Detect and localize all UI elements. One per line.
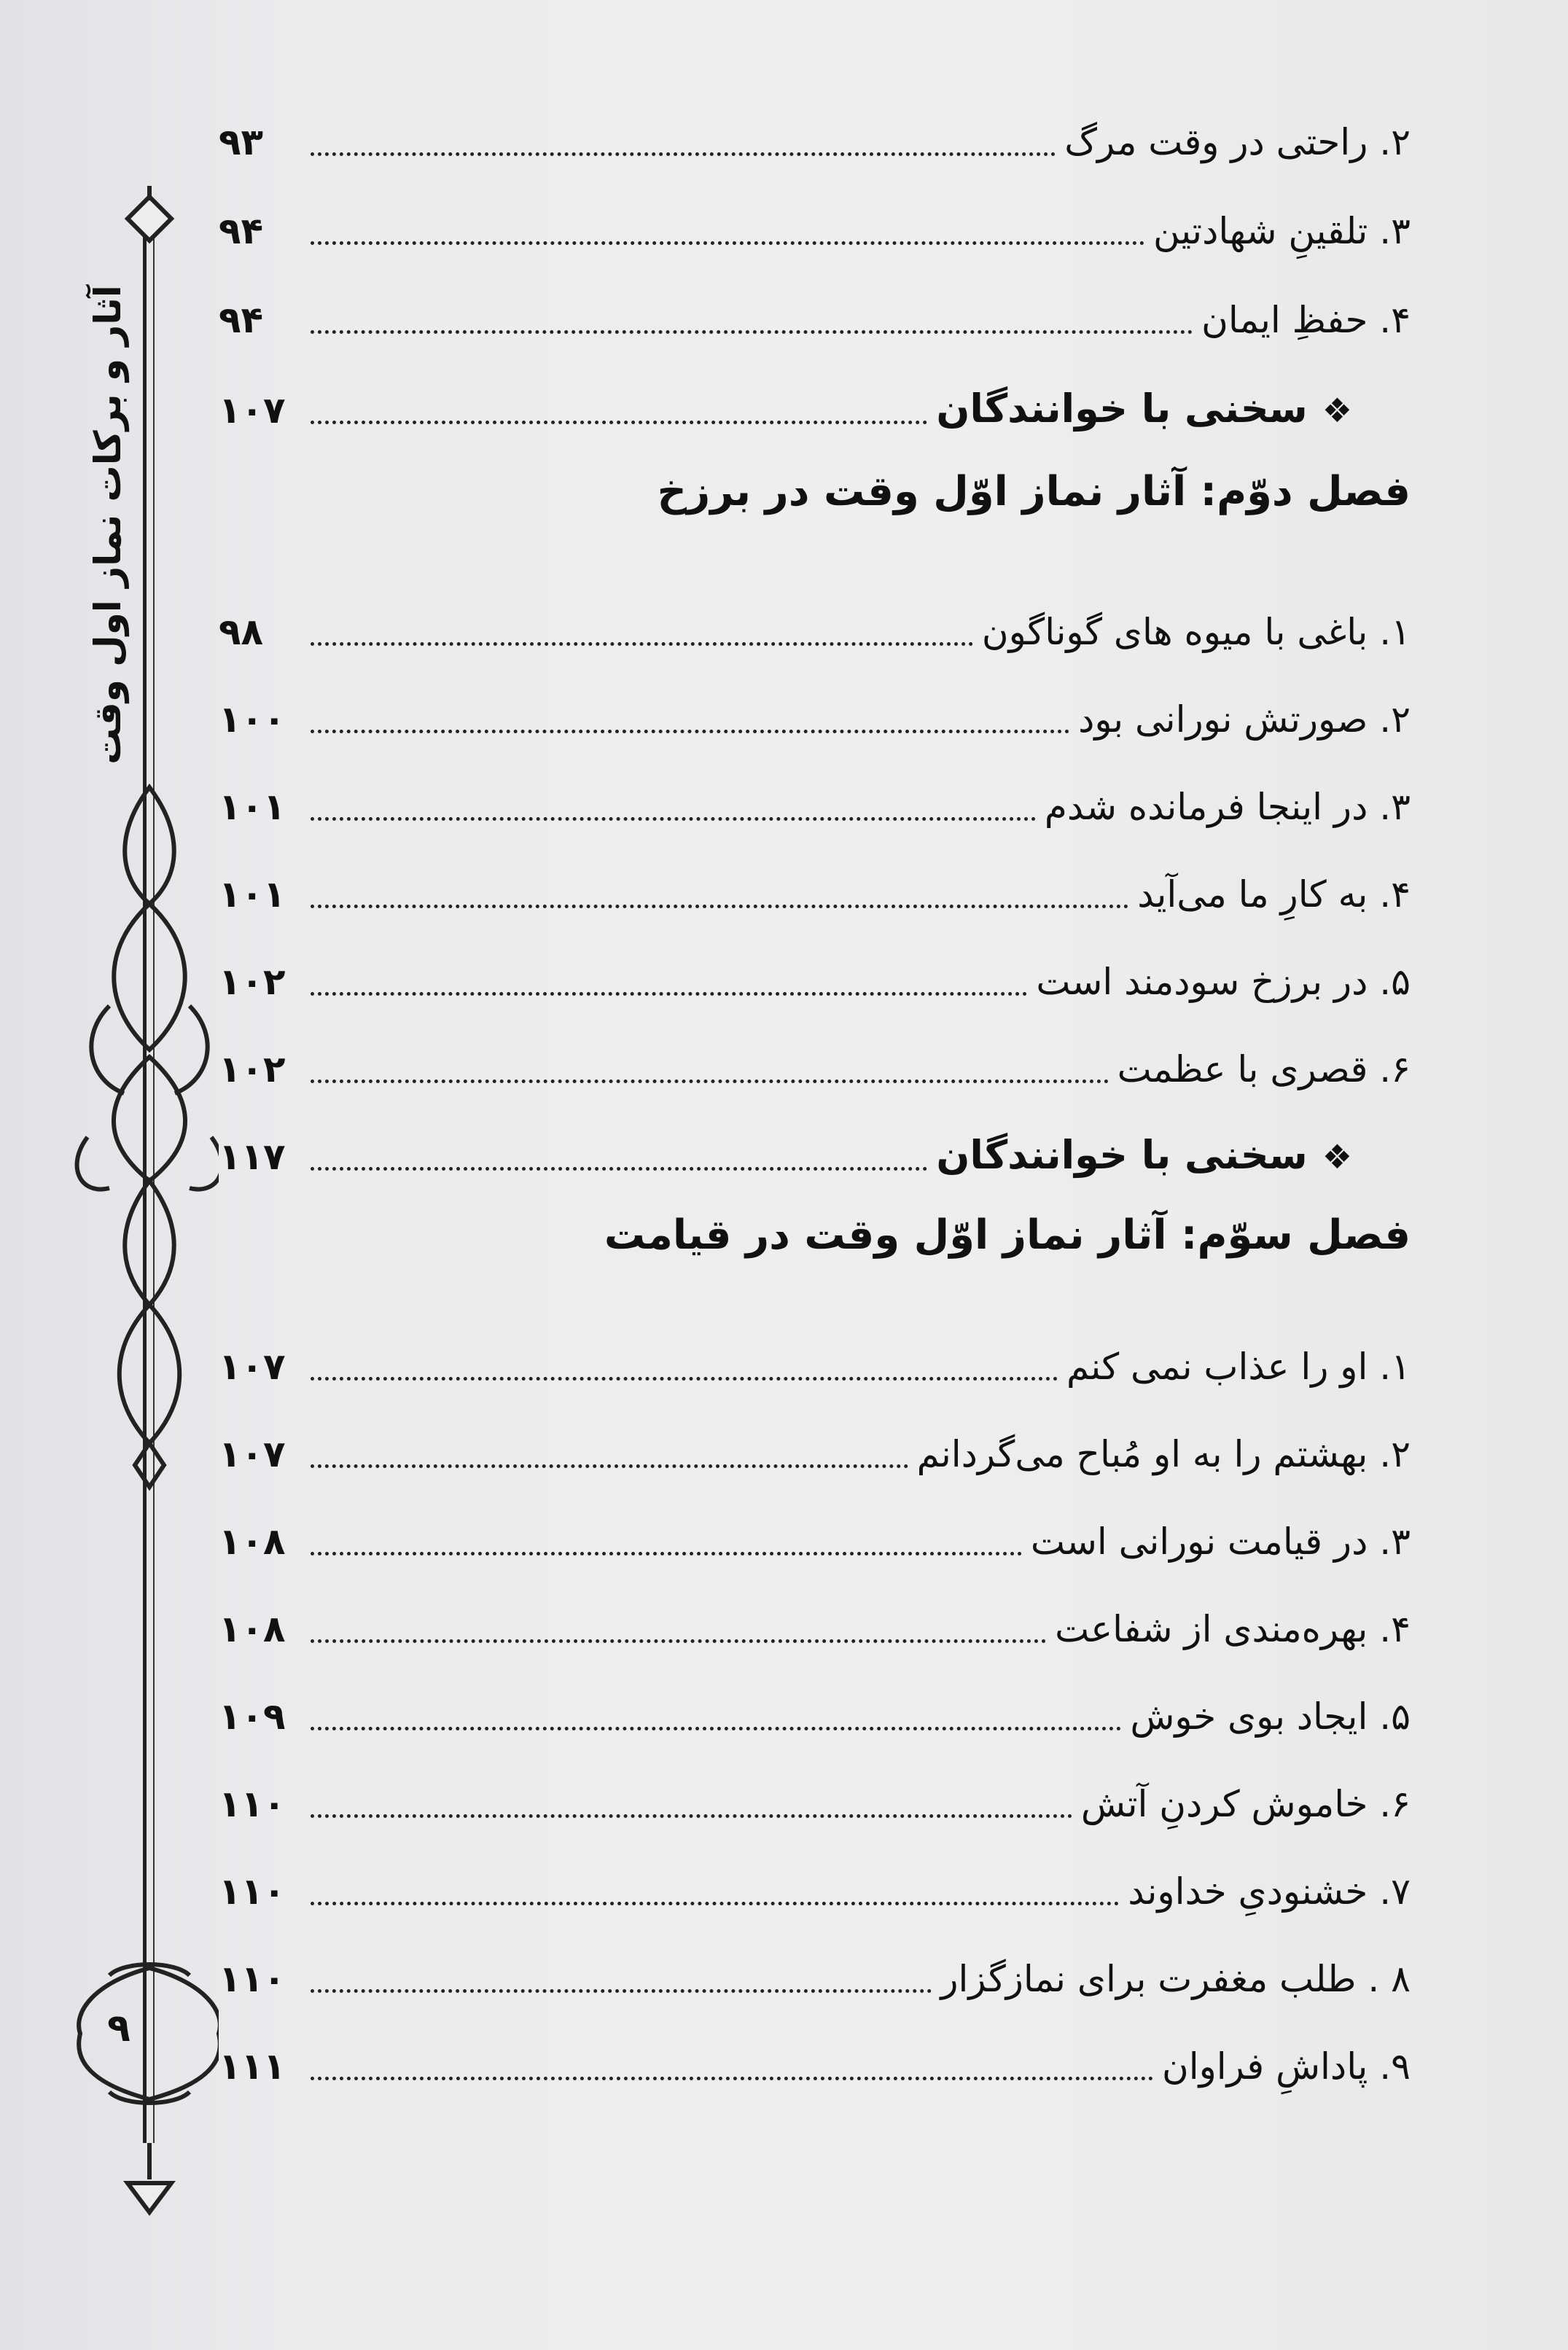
dot-leader [311, 1167, 927, 1171]
dot-leader [311, 1080, 1109, 1083]
toc-entry[interactable]: ۳. در اینجا فرمانده شدم ۱۰۱ [219, 786, 1411, 828]
toc-entry[interactable]: ۱. باغی با میوه های گوناگون ۹۸ [219, 611, 1411, 653]
dot-leader [311, 642, 973, 646]
running-title: آثار و برکات نماز اول وقت [87, 285, 130, 765]
dot-leader [311, 152, 1056, 156]
toc-entry[interactable]: ۷. خشنودیِ خداوند ۱۱۰ [219, 1870, 1411, 1913]
toc-entry[interactable]: ۴. بهره‌مندی از شفاعت ۱۰۸ [219, 1608, 1411, 1650]
dot-leader [311, 730, 1069, 733]
dot-leader [311, 1989, 932, 1993]
dot-leader [311, 1902, 1119, 1905]
toc-entry[interactable]: ۳. در قیامت نورانی است ۱۰۸ [219, 1521, 1411, 1563]
toc-entry[interactable]: ۴. حفظِ ایمان ۹۴ [219, 299, 1411, 341]
page-number: ۹ [107, 2007, 130, 2050]
toc-entry[interactable]: ۶. خاموش کردنِ آتش ۱۱۰ [219, 1783, 1411, 1825]
dot-leader [311, 905, 1128, 908]
dot-leader [311, 992, 1027, 996]
dot-leader [311, 1377, 1058, 1381]
toc-entry[interactable]: ۱. او را عذاب نمی کنم ۱۰۷ [219, 1346, 1411, 1388]
chapter-heading: فصل دوّم: آثار نماز اوّل وقت در برزخ [657, 468, 1411, 515]
toc-entry[interactable]: ۵. در برزخ سودمند است ۱۰۲ [219, 961, 1411, 1003]
toc-entry[interactable]: ۳. تلقینِ شهادتین ۹۴ [219, 210, 1411, 252]
chapter-heading: فصل سوّم: آثار نماز اوّل وقت در قیامت [604, 1211, 1411, 1259]
dot-leader [311, 1814, 1072, 1818]
toc-entry[interactable]: ۸ . طلب مغفرت برای نمازگزار ۱۱۰ [219, 1958, 1411, 2000]
dot-leader [311, 1727, 1121, 1730]
dot-leader [311, 241, 1144, 245]
toc-entry-readers-note[interactable]: ❖سخنی با خوانندگان ۱۱۷ [219, 1132, 1352, 1178]
dot-leader [311, 1639, 1046, 1643]
dot-leader [311, 1464, 908, 1468]
toc-entry[interactable]: ۴. به کارِ ما می‌آید ۱۰۱ [219, 873, 1411, 916]
toc-entry[interactable]: ۲. بهشتم را به او مُباح می‌گردانم ۱۰۷ [219, 1433, 1411, 1475]
toc-entry[interactable]: ۲. راحتی در وقت مرگ ۹۳ [219, 121, 1411, 163]
dot-leader [311, 817, 1036, 821]
dot-leader [311, 330, 1193, 334]
toc-entry[interactable]: ۶. قصری با عظمت ۱۰۲ [219, 1048, 1411, 1090]
dot-leader [311, 1552, 1022, 1555]
toc-entry[interactable]: ۵. ایجاد بوی خوش ۱۰۹ [219, 1695, 1411, 1738]
diamond-bullet-icon: ❖ [1322, 391, 1352, 430]
toc-entry[interactable]: ۹. پاداشِ فراوان ۱۱۱ [219, 2045, 1411, 2088]
dot-leader [311, 2077, 1153, 2080]
toc-entry[interactable]: ۲. صورتش نورانی بود ۱۰۰ [219, 698, 1411, 741]
dot-leader [311, 421, 927, 424]
toc-entry-readers-note[interactable]: ❖سخنی با خوانندگان ۱۰۷ [219, 386, 1352, 432]
diamond-bullet-icon: ❖ [1322, 1137, 1352, 1176]
